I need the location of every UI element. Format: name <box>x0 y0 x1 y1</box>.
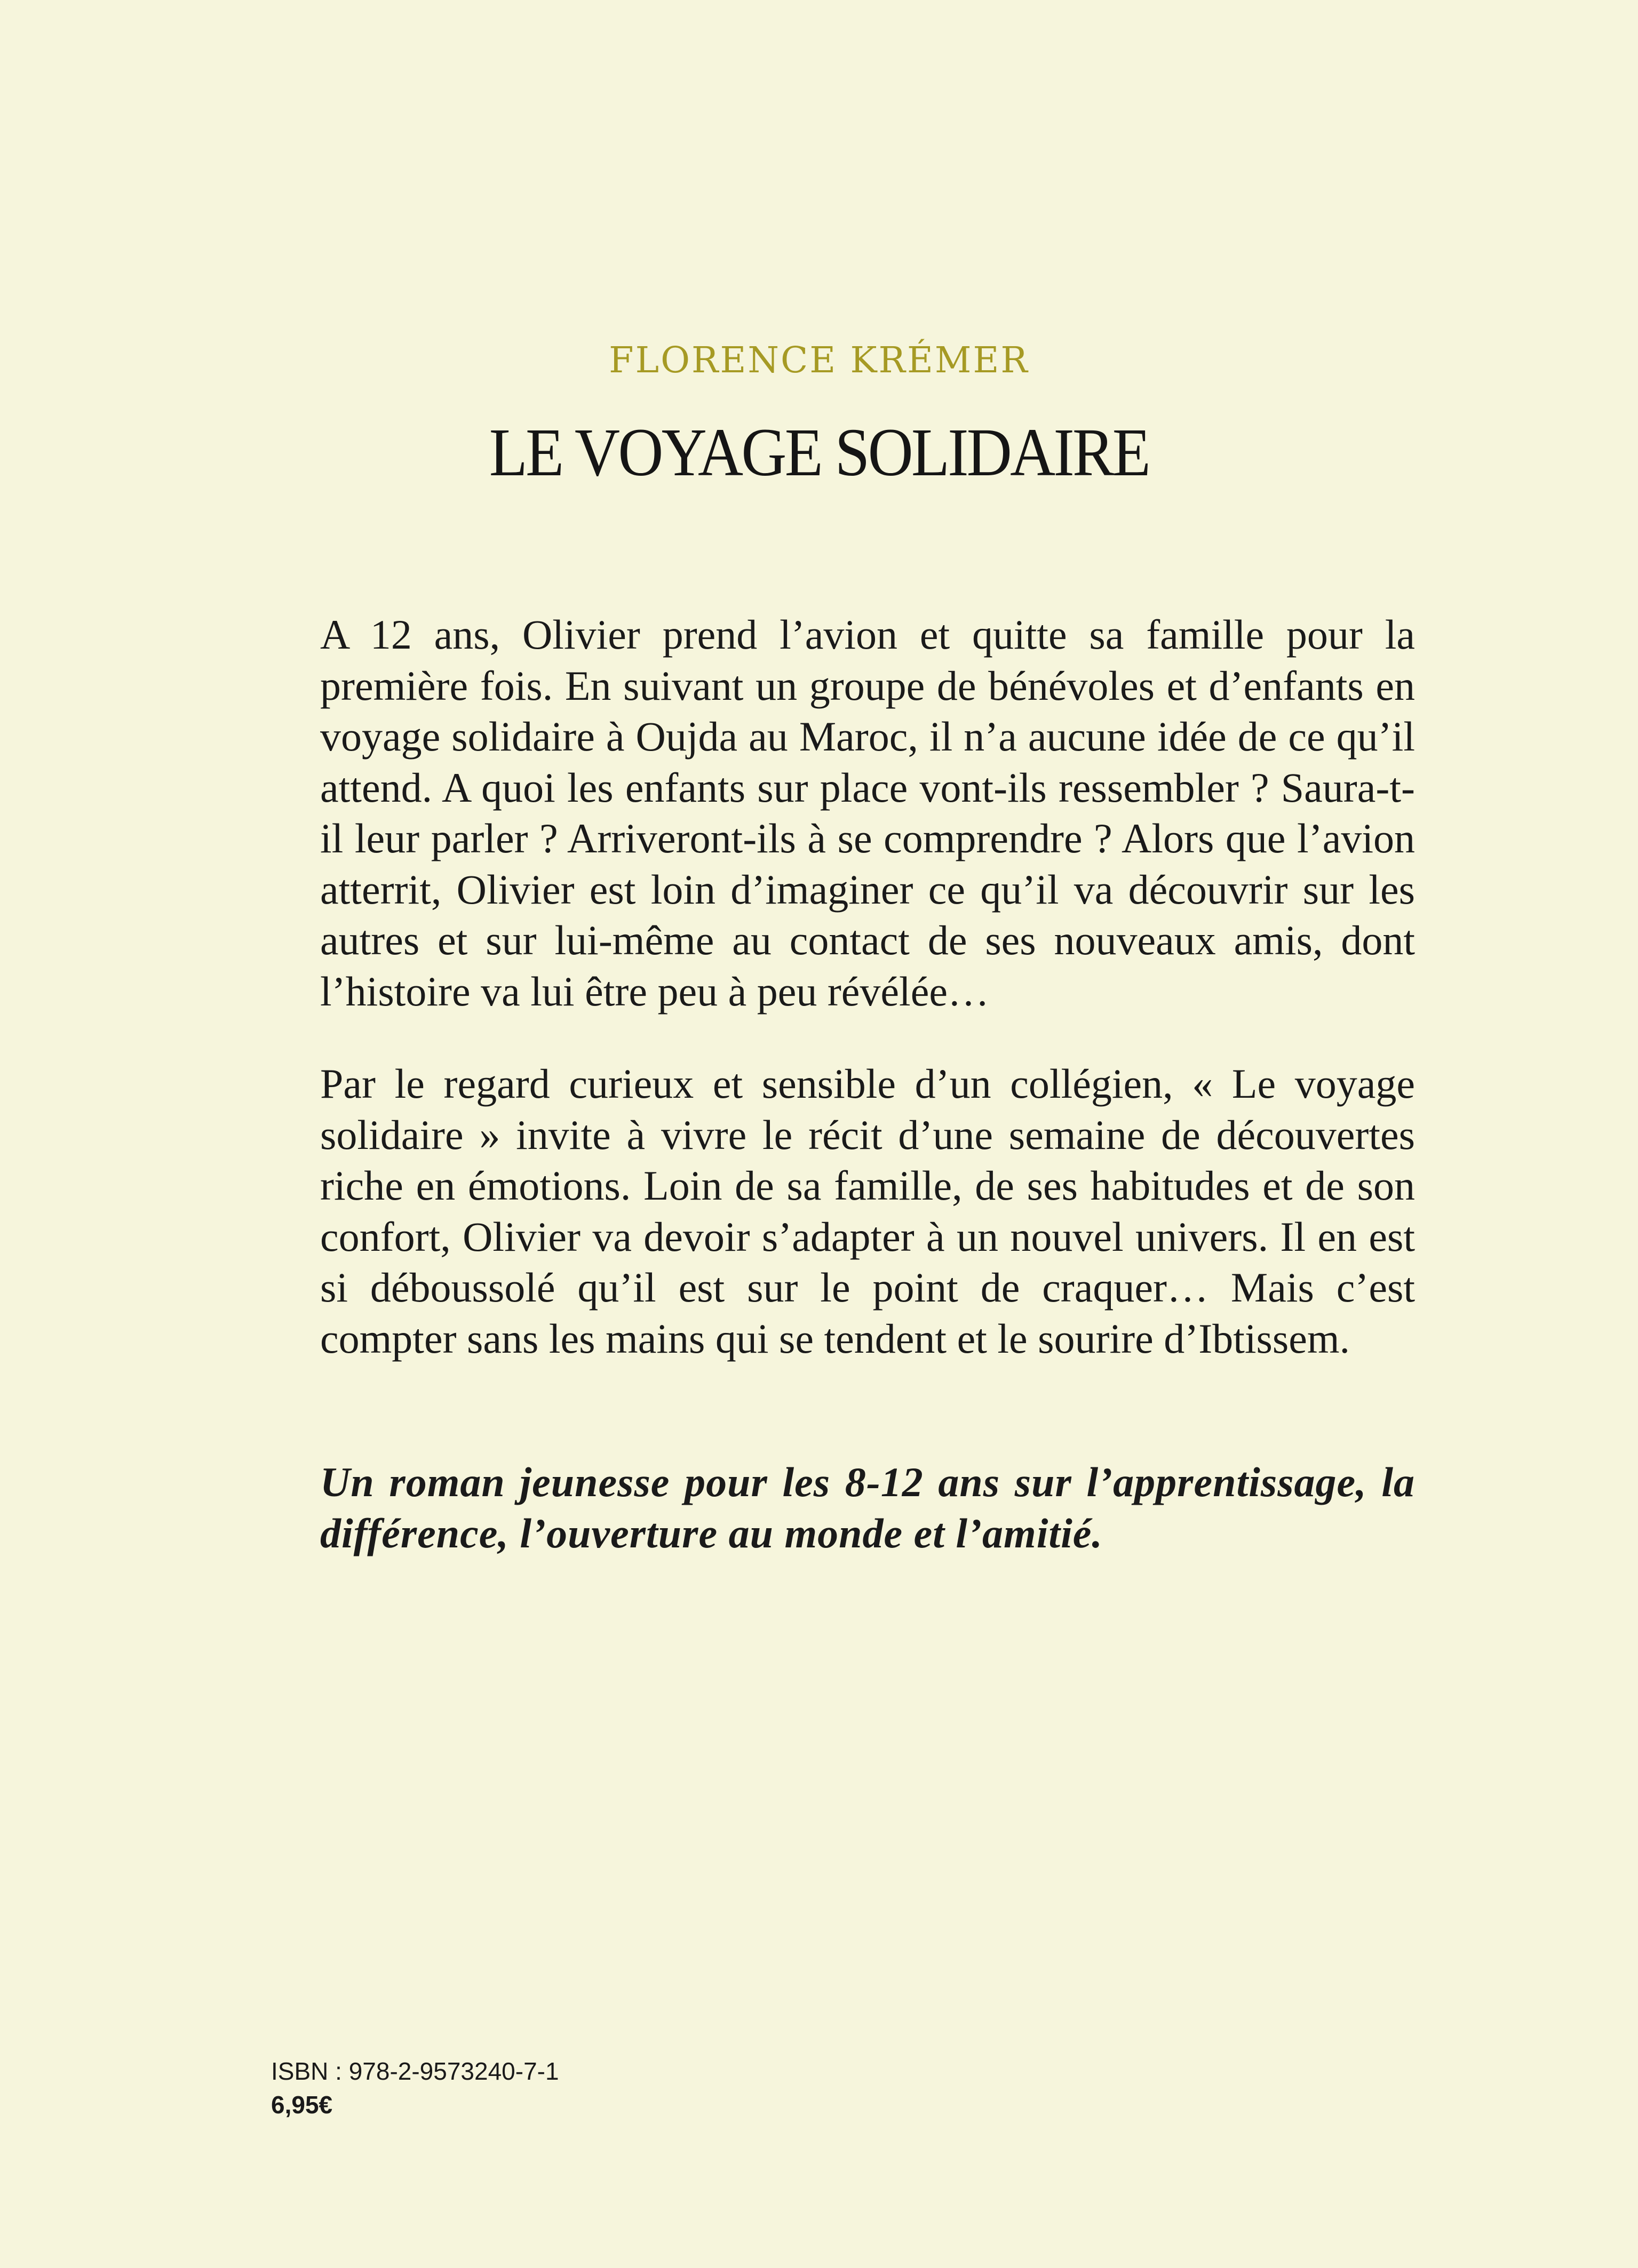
blurb-tagline: Un roman jeunesse pour les 8-12 ans sur l’apprentissage, la différence, l’ouverture au monde et l’amitié. <box>320 1459 1415 1556</box>
book-title: LE VOYAGE SOLIDAIRE <box>489 414 1149 490</box>
isbn: ISBN : 978-2-9573240-7-1 <box>271 2057 559 2085</box>
author-name: FLORENCE KRÉMER <box>609 339 1029 381</box>
price: 6,95€ <box>271 2091 333 2119</box>
blurb-paragraph-2: Par le regard curieux et sensible d’un collégien, « Le voyage solidaire » invite à vivre le récit d’une semaine de découvertes riche en émotions. Loin de sa famille, de ses habitudes et de son confort, Olivier va devoir s’adapter à un nouvel univers. Il en est si déboussolé qu’il est sur le point de craquer… Mais c’est compter sans les mains qui se tendent et le sourire d’Ibtissem. <box>320 1060 1415 1362</box>
blurb-paragraph-1: A 12 ans, Olivier prend l’avion et quitte sa famille pour la première fois. En suivant un groupe de bénévoles et d’enfants en voyage solidaire à Oujda au Maroc, il n’a aucune idée de ce qu’il attend. A quoi les enfants sur place vont-ils ressembler ? Saura-t-il leur parler ? Arriveront-ils à se comprendre ? Alors que l’avion atterrit, Olivier est loin d’imaginer ce qu’il va découvrir sur les autres et sur lui-même au contact de ses nouveaux amis, dont l’histoire va lui être peu à peu révélée… <box>320 611 1415 1015</box>
